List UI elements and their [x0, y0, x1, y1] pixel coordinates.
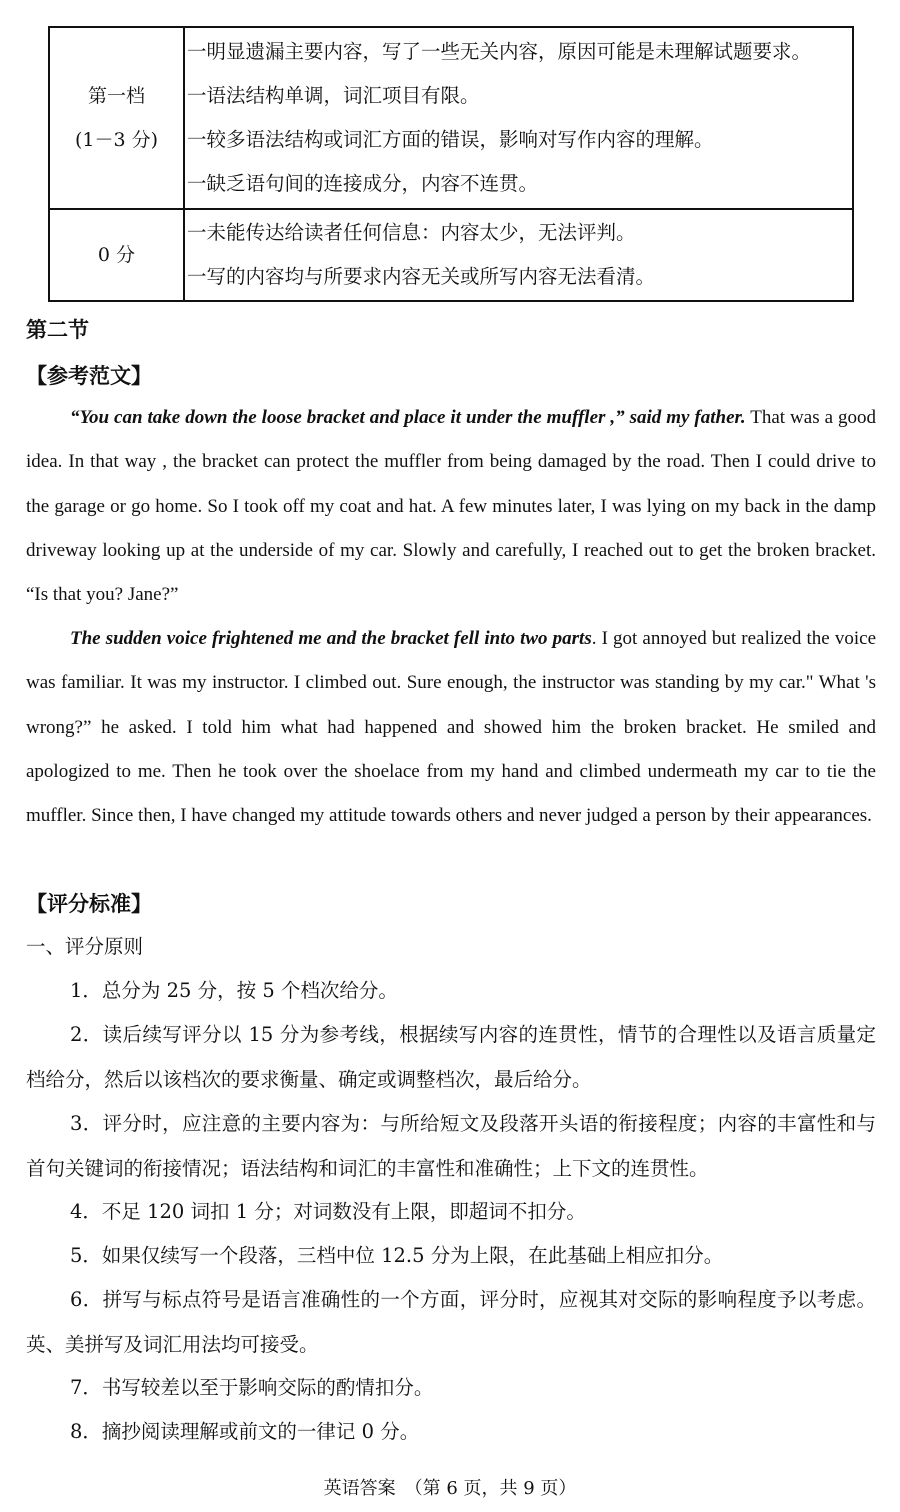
rule-item: 5．如果仅续写一个段落，三档中位 12.5 分为上限，在此基础上相应扣分。: [70, 1244, 724, 1267]
grade-cell: [49, 209, 184, 301]
criterion-line: 一较多语法结构或词汇方面的错误，影响对写作内容的理解。: [187, 128, 714, 151]
rule-item: 7．书写较差以至于影响交际的酌情扣分。: [70, 1376, 434, 1399]
description-cell: [184, 209, 853, 301]
rule-item: 6．拼写与标点符号是语言准确性的一个方面，评分时，应视其对交际的影响程度予以考虑。英、美拼写及词汇用法均可接受。: [26, 1288, 876, 1356]
section-title: 第二节: [26, 317, 89, 342]
grade-score: (1－3 分): [74, 129, 159, 151]
paragraph-body: That was a good idea. In that way , the bracket can protect the muffler from being damaged by the road. Then I could drive to the garage or go home. So I took off my coat and hat. A few minutes later, I was lying on my back in the damp driveway looking up at the underside of my car. Slowly and carefully, I reached out to get the broken bracket. “Is that you? Jane?”: [26, 407, 876, 606]
grading-table: [48, 26, 854, 302]
page-footer: 英语答案 （第 6 页，共 9 页）: [323, 1478, 577, 1499]
rule-item: 4．不足 120 词扣 1 分；对词数没有上限，即超词不扣分。: [70, 1200, 586, 1223]
scoring-heading: 【评分标准】: [26, 891, 152, 916]
paragraph-lead: The sudden voice frightened me and the bracket fell into two parts: [70, 628, 592, 649]
rule-item: 8．摘抄阅读理解或前文的一律记 0 分。: [70, 1420, 420, 1443]
grade-cell: [49, 27, 184, 209]
grade-label: 0 分: [97, 244, 136, 266]
description-cell: [184, 27, 853, 209]
paragraph-body: . I got annoyed but realized the voice was familiar. It was my instructor. I climbed out. Sure enough, the instructor was standing by my car." What 's wrong?” he asked. I told him what had happened and showed him the broken bracket. He smiled and apologized to me. Then he took over the shoelace from my hand and climbed undermeath my car to tie the muffler. Since then, I have changed my attitude towards others and never judged a person by their appearances.: [26, 628, 876, 827]
paragraph-lead: “You can take down the loose bracket and place it under the muffler ,” said my father.: [70, 407, 746, 428]
criterion-line: 一语法结构单调，词汇项目有限。: [187, 84, 480, 107]
rule-item: 3．评分时，应注意的主要内容为：与所给短文及段落开头语的衔接程度；内容的丰富性和与首句关键词的衔接情况；语法结构和词汇的丰富性和准确性；上下文的连贯性。: [26, 1112, 876, 1180]
criterion-line: 一明显遗漏主要内容，写了一些无关内容，原因可能是未理解试题要求。: [187, 40, 812, 63]
rule-item: 2．读后续写评分以 15 分为参考线，根据续写内容的连贯性，情节的合理性以及语言质量定档给分，然后以该档次的要求衡量、确定或调整档次，最后给分。: [26, 1023, 876, 1091]
principle-title: 一、评分原则: [26, 935, 144, 958]
criterion-line: 一缺乏语句间的连接成分，内容不连贯。: [187, 172, 539, 195]
sample-heading: 【参考范文】: [26, 363, 152, 388]
criterion-line: 一未能传达给读者任何信息：内容太少，无法评判。: [187, 221, 636, 244]
grade-label: 第一档: [87, 85, 145, 107]
criterion-line: 一写的内容均与所要求内容无关或所写内容无法看清。: [187, 265, 656, 288]
table-row: [49, 27, 853, 209]
rule-item: 1．总分为 25 分，按 5 个档次给分。: [70, 979, 398, 1002]
sample-paragraph-2: [26, 617, 876, 838]
sample-paragraph-1: [26, 396, 876, 617]
table-row: [49, 209, 853, 301]
